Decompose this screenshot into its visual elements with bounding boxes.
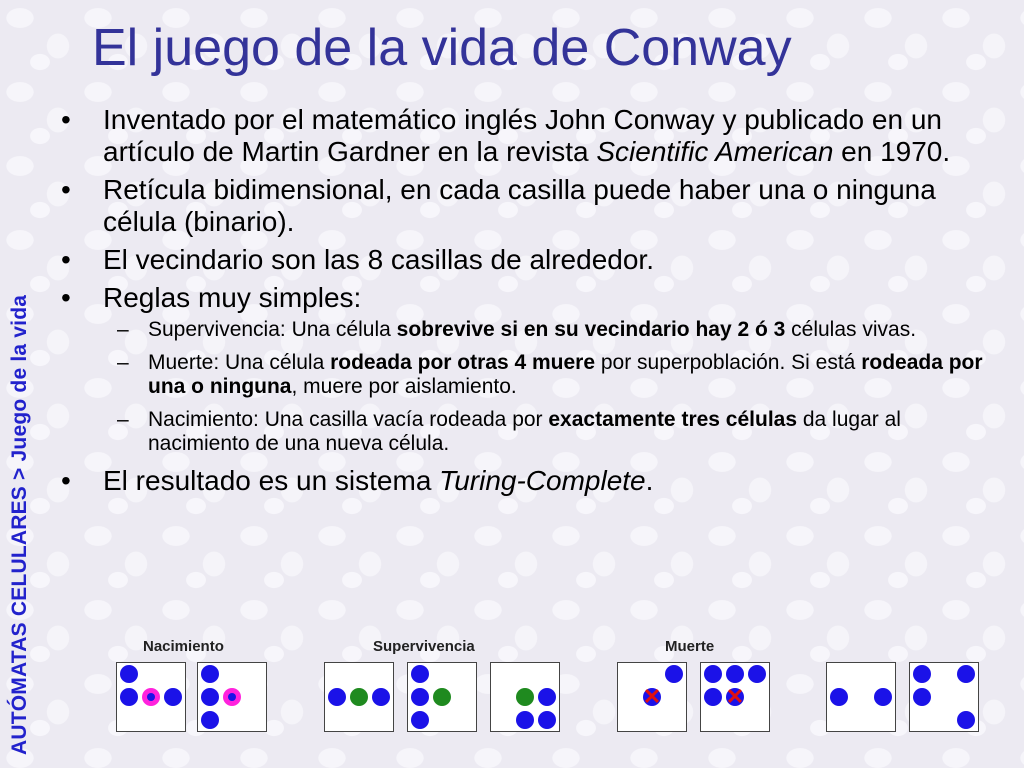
bullet-result (58, 465, 1008, 497)
turing-complete-term: Turing-Complete (439, 465, 646, 496)
caption-muerte: Muerte (665, 638, 715, 655)
caption-nacimiento: Nacimiento (143, 638, 224, 655)
cell (201, 688, 219, 706)
rule-emphasis: rodeada por una o ninguna (148, 351, 983, 398)
grid-death-2 (700, 662, 770, 732)
bullet-rules (58, 282, 1008, 456)
bullet-text: . (645, 465, 654, 496)
surviving-cell (516, 688, 534, 706)
bullet-text: Inventado por el matemático inglés John Conway y publicado en un artículo de Martin Gardner en la revista (103, 104, 942, 167)
grid-extra-1 (826, 662, 896, 732)
cell (957, 711, 975, 729)
rule-death (104, 351, 1008, 399)
cell (120, 665, 138, 683)
cell (328, 688, 346, 706)
magazine-name: Scientific American (596, 136, 834, 167)
cell (538, 688, 556, 706)
cell (957, 665, 975, 683)
cell (120, 688, 138, 706)
cell (372, 688, 390, 706)
rules-illustration (110, 636, 990, 736)
cell (201, 711, 219, 729)
bullet-list (58, 104, 1008, 497)
cell (704, 665, 722, 683)
cell (726, 665, 744, 683)
grid-survival-1 (324, 662, 394, 732)
cell (201, 665, 219, 683)
bullet-text: Reglas muy simples: (103, 282, 362, 313)
bullet-grid (58, 174, 1008, 238)
bullet-text: El resultado es un sistema (103, 465, 440, 496)
cell (913, 665, 931, 683)
rule-text: , muere por aislamiento. (291, 375, 517, 398)
cell (411, 665, 429, 683)
cell (411, 711, 429, 729)
rules-list (58, 318, 1008, 456)
cell (748, 665, 766, 683)
rule-emphasis: exactamente tres células (548, 408, 798, 431)
grid-extra-2 (909, 662, 979, 732)
surviving-cell (433, 688, 451, 706)
rule-text: Nacimiento: Una casilla vacía rodeada por (148, 408, 549, 431)
slide-content (58, 104, 1008, 503)
grid-birth-1 (116, 662, 186, 732)
side-section-title: AUTÓMATAS CELULARES > Juego de la vida (8, 294, 31, 755)
rule-emphasis: rodeada por otras 4 muere (330, 351, 596, 374)
cell (913, 688, 931, 706)
rule-text: por superpoblación. Si está (595, 351, 862, 374)
bullet-text: El vecindario son las 8 casillas de alrededor. (103, 244, 654, 275)
cell (538, 711, 556, 729)
bullet-invention (58, 104, 1008, 168)
slide-title: El juego de la vida de Conway (92, 19, 792, 77)
rule-text: Muerte: Una célula (148, 351, 331, 374)
grid-survival-2 (407, 662, 477, 732)
grid-birth-2 (197, 662, 267, 732)
cell (411, 688, 429, 706)
cell (704, 688, 722, 706)
rule-survival (104, 318, 1008, 342)
surviving-cell (350, 688, 368, 706)
rule-text: Supervivencia: Una célula (148, 318, 397, 341)
rule-emphasis: sobrevive si en su vecindario hay 2 ó 3 (396, 318, 786, 341)
death-mark-icon: ✕ (642, 684, 662, 709)
new-cell (223, 688, 241, 706)
bullet-text: Retícula bidimensional, en cada casilla puede haber una o ninguna célula (binario). (103, 174, 936, 237)
rule-birth (104, 408, 1008, 456)
cell (874, 688, 892, 706)
cell (164, 688, 182, 706)
cell (830, 688, 848, 706)
cell (665, 665, 683, 683)
rule-text: células vivas. (785, 318, 917, 341)
new-cell (142, 688, 160, 706)
rule-text: da lugar al nacimiento de una nueva célula. (148, 408, 901, 455)
grid-death-1 (617, 662, 687, 732)
bullet-neighborhood (58, 244, 1008, 276)
death-mark-icon: ✕ (725, 684, 745, 709)
caption-supervivencia: Supervivencia (373, 638, 475, 655)
cell (516, 711, 534, 729)
bullet-text: en 1970. (833, 136, 951, 167)
grid-survival-3 (490, 662, 560, 732)
